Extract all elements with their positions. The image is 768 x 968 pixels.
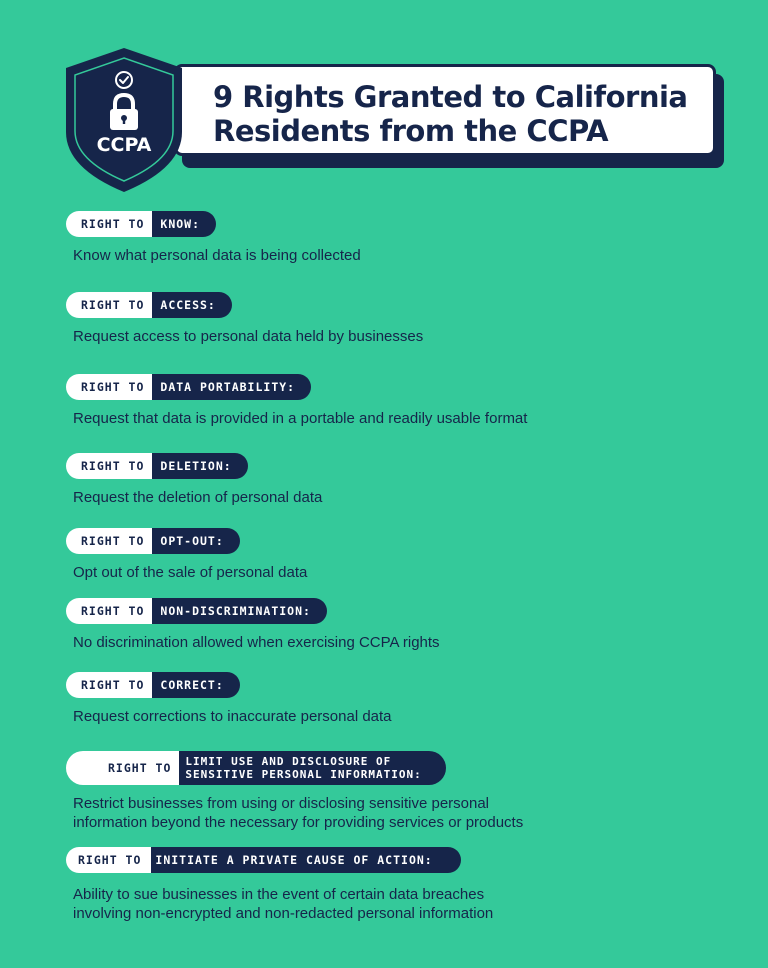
right-name: DELETION: [152,453,247,479]
right-name: DATA PORTABILITY: [152,374,311,400]
right-description: Request corrections to inaccurate personal data [73,708,392,725]
right-description: Opt out of the sale of personal data [73,564,308,581]
right-description: Request the deletion of personal data [73,489,323,506]
title-line-1: 9 Rights Granted to California [213,80,688,114]
right-item [66,453,713,507]
right-pill [66,528,240,554]
right-item [66,374,713,428]
right-description [73,885,713,923]
title-line-2: Residents from the CCPA [213,114,609,148]
right-item [66,598,713,652]
right-name [179,751,445,785]
right-name: CORRECT: [152,672,239,698]
right-description: Know what personal data is being collected [73,247,361,264]
right-prefix: RIGHT TO [66,292,152,318]
right-name-line-1: LIMIT USE AND DISCLOSURE OF [185,755,392,768]
right-name: ACCESS: [152,292,231,318]
right-prefix: RIGHT TO [66,672,152,698]
header [0,0,768,200]
right-prefix: RIGHT TO [66,453,152,479]
right-item [66,847,713,923]
right-description [73,794,713,832]
right-pill [66,374,311,400]
right-description: Request access to personal data held by businesses [73,328,424,345]
right-description: No discrimination allowed when exercising CCPA rights [73,634,440,651]
right-prefix: RIGHT TO [66,528,152,554]
right-item [66,672,713,726]
right-pill [66,598,327,624]
right-description-line-1: Ability to sue businesses in the event of certain data breaches [73,886,485,903]
right-pill [66,751,446,785]
right-pill [66,292,232,318]
page-title [213,80,713,148]
right-item [66,751,713,832]
right-prefix: RIGHT TO [66,374,152,400]
badge-label: CCPA [96,134,152,156]
right-description-line-1: Restrict businesses from using or disclosing sensitive personal [73,795,490,812]
title-box [174,64,716,156]
right-description-line-2: involving non-encrypted and non-redacted personal information [73,905,494,922]
right-name-line-2: SENSITIVE PERSONAL INFORMATION: [185,768,422,781]
right-pill [66,453,248,479]
right-item [66,528,713,582]
right-item [66,292,713,346]
right-description-line-2: information beyond the necessary for providing services or products [73,814,524,831]
right-prefix: RIGHT TO [66,598,152,624]
right-prefix: RIGHT TO [66,211,152,237]
right-name: NON-DISCRIMINATION: [152,598,327,624]
right-prefix: RIGHT TO [66,847,151,873]
right-prefix: RIGHT TO [66,751,179,785]
right-pill [66,847,461,873]
right-name: OPT-OUT: [152,528,239,554]
right-item [66,211,713,265]
right-name: INITIATE A PRIVATE CAUSE OF ACTION: [151,847,460,873]
right-name: KNOW: [152,211,216,237]
right-pill [66,672,240,698]
shield-icon [62,46,186,194]
right-description: Request that data is provided in a portable and readily usable format [73,410,528,427]
right-pill [66,211,216,237]
ccpa-shield-badge [62,46,186,194]
